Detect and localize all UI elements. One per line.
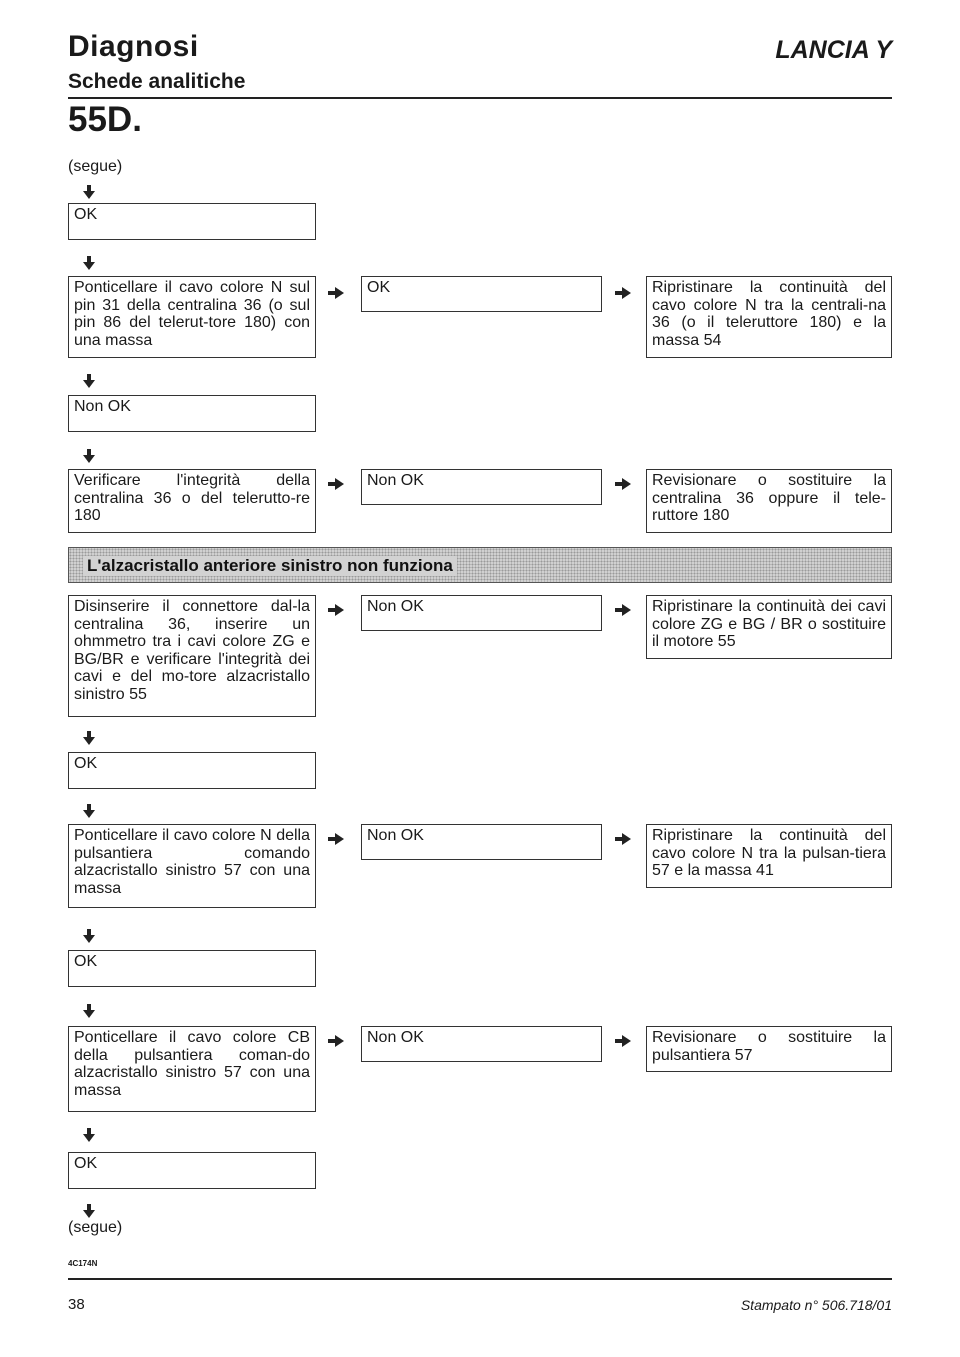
- flow-box-ok-1: OK: [68, 203, 316, 240]
- flow-box-ponticellare-cb: Ponticellare il cavo colore CB della pulsantiera coman-do alzacristallo sinistro 57 con una massa: [68, 1026, 316, 1112]
- arrow-down-icon: [83, 1204, 95, 1218]
- flow-box-action-ripristinare-cavi: Ripristinare la continuità dei cavi colore ZG e BG / BR o sostituire il motore 55: [646, 595, 892, 659]
- arrow-right-icon: [328, 287, 344, 299]
- flow-box-action-revisionare-pulsantiera: Revisionare o sostituire la pulsantiera 57: [646, 1026, 892, 1072]
- flow-box-disinserire-connettore: Disinserire il connettore dal-la centralina 36, inserire un ohmmetro tra i cavi colore ZG e BG/BR e verificare l'integrità dei cavi e del mo-tore alzacristallo sinistro 55: [68, 595, 316, 717]
- arrow-right-icon: [615, 833, 631, 845]
- flow-box-ponticellare-n: Ponticellare il cavo colore N sul pin 31 della centralina 36 (o sul pin 86 del telerut-tore 180) con una massa: [68, 276, 316, 358]
- arrow-down-icon: [83, 929, 95, 943]
- flow-box-ponticellare-pulsantiera-n: Ponticellare il cavo colore N della pulsantiera comando alzacristallo sinistro 57 con una massa: [68, 824, 316, 908]
- flow-box-verificare-centralina: Verificare l'integrità della centralina 36 o del telerutto-re 180: [68, 469, 316, 533]
- header-rule: [68, 97, 892, 99]
- arrow-right-icon: [328, 604, 344, 616]
- arrow-down-icon: [83, 731, 95, 745]
- flow-box-result-ok: OK: [361, 276, 602, 312]
- flow-box-action-ripristinare-n: Ripristinare la continuità del cavo colore N tra la centrali-na 36 (o il teleruttore 180) e la massa 54: [646, 276, 892, 358]
- section-banner-title: L'alzacristallo anteriore sinistro non funziona: [83, 556, 457, 576]
- print-reference: Stampato n° 506.718/01: [740, 1297, 892, 1313]
- section-code: 55D.: [68, 100, 142, 139]
- flow-box-result-non-ok: Non OK: [361, 824, 602, 860]
- arrow-right-icon: [615, 287, 631, 299]
- page-number: 38: [68, 1296, 85, 1313]
- arrow-down-icon: [83, 804, 95, 818]
- arrow-down-icon: [83, 449, 95, 463]
- continue-top-label: (segue): [68, 158, 123, 175]
- arrow-right-icon: [328, 1035, 344, 1047]
- arrow-right-icon: [615, 478, 631, 490]
- flow-box-result-non-ok: Non OK: [361, 595, 602, 631]
- flow-box-ok-4: OK: [68, 1152, 316, 1189]
- continue-bottom-label: (segue): [68, 1219, 123, 1236]
- flow-box-result-non-ok: Non OK: [361, 1026, 602, 1062]
- flow-box-result-non-ok: Non OK: [361, 469, 602, 505]
- flow-box-non-ok: Non OK: [68, 395, 316, 432]
- flow-box-ok-2: OK: [68, 752, 316, 789]
- page-title: Diagnosi: [68, 30, 199, 63]
- flow-box-action-ripristinare-pulsantiera: Ripristinare la continuità del cavo colore N tra la pulsan-tiera 57 e la massa 41: [646, 824, 892, 888]
- arrow-down-icon: [83, 1004, 95, 1018]
- brand-label: LANCIA Y: [775, 36, 892, 64]
- flow-box-action-revisionare-centralina: Revisionare o sostituire la centralina 36 oppure il tele-ruttore 180: [646, 469, 892, 533]
- arrow-right-icon: [615, 1035, 631, 1047]
- figure-code: 4C174N: [68, 1259, 98, 1268]
- arrow-right-icon: [328, 833, 344, 845]
- flow-box-ok-3: OK: [68, 950, 316, 987]
- arrow-down-icon: [83, 1128, 95, 1142]
- footer-rule: [68, 1278, 892, 1280]
- arrow-right-icon: [328, 478, 344, 490]
- arrow-down-icon: [83, 256, 95, 270]
- arrow-right-icon: [615, 604, 631, 616]
- page-subtitle: Schede analitiche: [68, 70, 246, 93]
- arrow-down-icon: [83, 374, 95, 388]
- arrow-down-icon: [83, 185, 95, 199]
- section-banner: [68, 547, 892, 583]
